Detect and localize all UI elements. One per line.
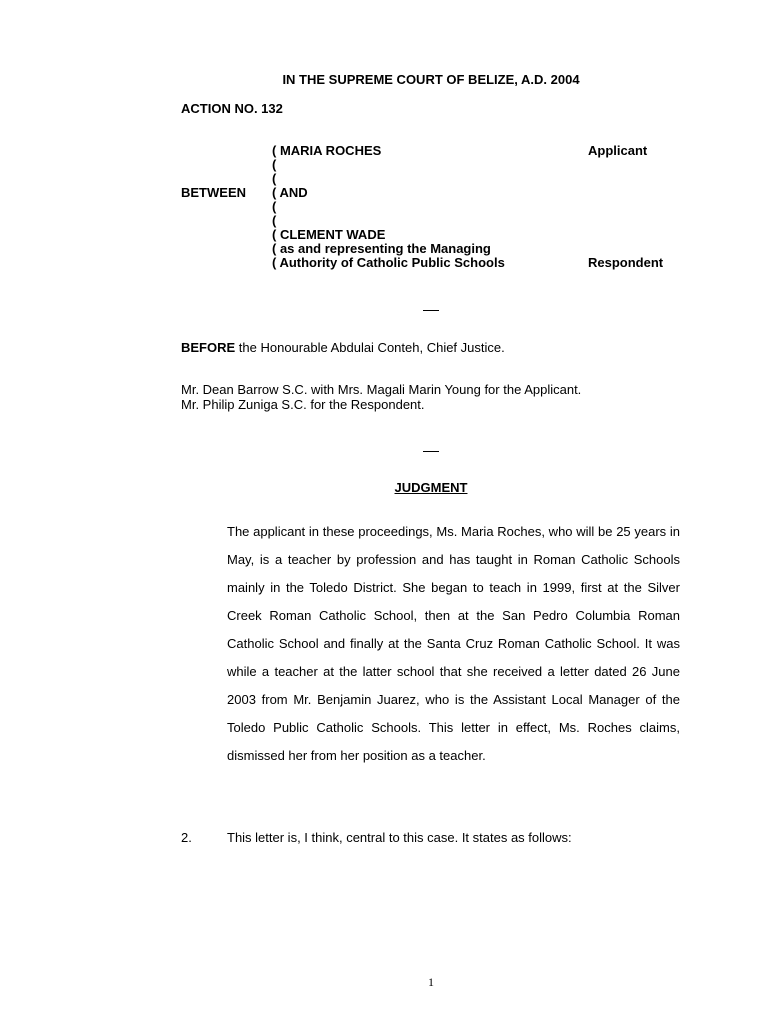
counsel-respondent: Mr. Philip Zuniga S.C. for the Respondent. <box>181 397 425 412</box>
party-line-respondent-authority: ( Authority of Catholic Public Schools <box>272 255 505 270</box>
page-number: 1 <box>428 975 434 989</box>
before-label: BEFORE <box>181 340 236 355</box>
separator-line <box>423 310 439 311</box>
party-line-and: ( AND <box>272 185 308 200</box>
party-line: ( <box>272 171 277 186</box>
separator-line <box>423 451 439 452</box>
applicant-role: Applicant <box>588 143 648 158</box>
party-line-respondent-capacity: ( as and representing the Managing <box>272 241 491 256</box>
party-line: ( <box>272 199 277 214</box>
court-title: IN THE SUPREME COURT OF BELIZE, A.D. 2004 <box>282 72 580 87</box>
judgment-heading: JUDGMENT <box>394 480 468 495</box>
party-line-applicant: ( MARIA ROCHES <box>272 143 382 158</box>
paragraph-2-number: 2. <box>181 830 192 845</box>
respondent-role: Respondent <box>588 255 664 270</box>
party-line-respondent: ( CLEMENT WADE <box>272 227 386 242</box>
action-number: ACTION NO. 132 <box>181 101 283 116</box>
party-line: ( <box>272 157 277 172</box>
before-text: the Honourable Abdulai Conteh, Chief Justice. <box>235 340 505 355</box>
paragraph-1: The applicant in these proceedings, Ms. Maria Roches, who will be 25 years in May, is a teacher by profession and has taught in Roman Catholic Schools mainly in the Toledo District. She began to teach in 1999, first at the Silver Creek Roman Catholic School, then at the San Pedro Columbia Roman Catholic School and finally at the Santa Cruz Roman Catholic School. It was while a teacher at the latter school that she received a letter dated 26 June 2003 from Mr. Benjamin Juarez, who is the Assistant Local Manager of the Toledo Public Catholic Schools. This letter in effect, Ms. Roches claims, dismissed her from her position as a teacher. <box>227 524 680 763</box>
between-label: BETWEEN <box>181 185 246 200</box>
paragraph-2-text: This letter is, I think, central to this case. It states as follows: <box>227 830 572 845</box>
counsel-applicant: Mr. Dean Barrow S.C. with Mrs. Magali Marin Young for the Applicant. <box>181 382 582 397</box>
before-line <box>181 340 505 355</box>
party-line: ( <box>272 213 277 228</box>
